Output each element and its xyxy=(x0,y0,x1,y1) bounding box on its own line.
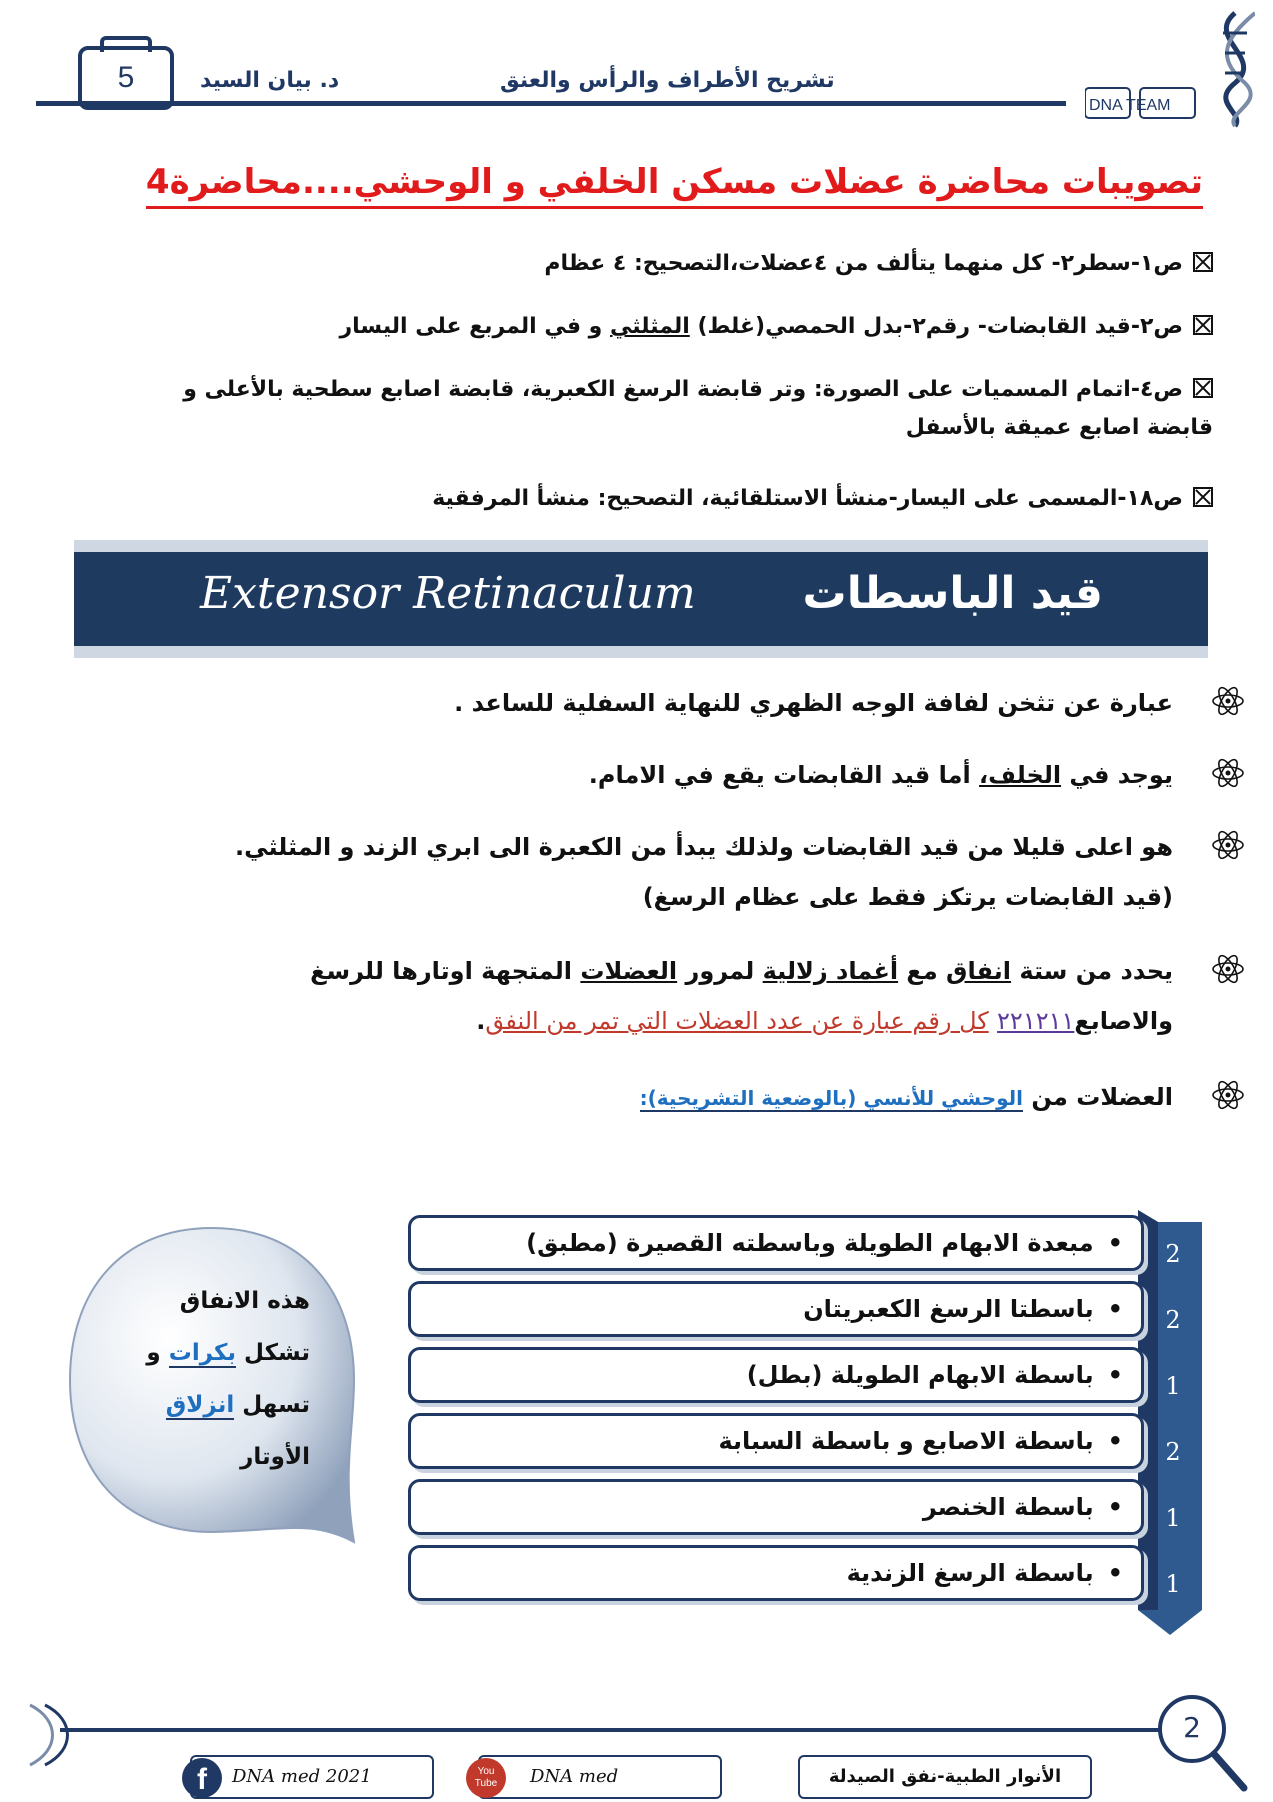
checkbox-icon xyxy=(1193,252,1213,272)
tunnel-count: 1 xyxy=(1165,1372,1181,1400)
footer-rule xyxy=(60,1728,1160,1732)
note-bubble-text: هذه الانفاق تشكل بكرات و تسهل انزلاق الأوتار xyxy=(146,1288,310,1470)
atom-icon xyxy=(1211,952,1245,986)
bullet-position: هو اعلى قليلا من قيد القابضات ولذلك يبدأ من الكعبرة الى ابري الزند و المثلثي. (قيد القابضات يرتكز فقط على عظام الرسغ) xyxy=(235,833,1173,911)
tunnel-count: 2 xyxy=(1165,1438,1181,1466)
tunnel-muscle: • باسطة الرسغ الزندية xyxy=(847,1548,1123,1598)
correction-item: ص١-سطر٢- كل منهما يتألف من ٤عضلات،التصحيح: ٤ عظام xyxy=(113,245,1213,283)
footer-ornament-icon xyxy=(20,1700,80,1770)
atom-icon xyxy=(1211,1078,1245,1112)
banner-english: Extensor Retinaculum xyxy=(200,568,696,619)
tunnel-count: 2 xyxy=(1165,1306,1181,1334)
library-label: الأنوار الطبية-نفق الصيدلة xyxy=(798,1755,1092,1799)
checkbox-icon xyxy=(1193,378,1213,398)
bullet-order: العضلات من الوحشي للأنسي (بالوضعية التشريحية): xyxy=(639,1083,1173,1111)
facebook-icon: f xyxy=(182,1758,222,1798)
atom-icon xyxy=(1211,684,1245,718)
bullet-tunnels: يحدد من ستة انفاق مع أغماد زلالية لمرور العضلات المتجهة اوتارها للرسغ والاصابع٢٢١٢١١ كل رقم عبارة عن عدد العضلات التي تمر من النفق. xyxy=(310,957,1173,1035)
tunnel-count: 1 xyxy=(1165,1504,1181,1532)
banner-arabic: قيد الباسطات xyxy=(802,568,1103,619)
tunnel-muscle: • باسطة الخنصر xyxy=(923,1482,1123,1532)
dna-team-logo xyxy=(1085,8,1255,128)
correction-item: ص٢-قيد القابضات- رقم٢-بدل الحمصي(غلط) المثلثي و في المربع على اليسار xyxy=(113,308,1213,346)
tunnel-count: 2 xyxy=(1165,1240,1181,1268)
tunnel-muscle: • باسطة الابهام الطويلة (بطل) xyxy=(747,1350,1123,1400)
checkbox-icon xyxy=(1193,487,1213,507)
tunnel-muscle: • مبعدة الابهام الطويلة وباسطته القصيرة (مطبق) xyxy=(526,1218,1123,1268)
bullet-location: يوجد في الخلف، أما قيد القابضات يقع في الامام. xyxy=(588,761,1173,789)
tunnel-muscle: • باسطة الاصابع و باسطة السبابة xyxy=(718,1416,1123,1466)
correction-item: ص١٨-المسمى على اليسار-منشأ الاستلقائية، التصحيح: منشأ المرفقية xyxy=(113,480,1213,518)
atom-icon xyxy=(1211,828,1245,862)
checkbox-icon xyxy=(1193,315,1213,335)
youtube-icon: You Tube xyxy=(466,1758,506,1798)
tunnel-muscle: • باسطتا الرسغ الكعبريتان xyxy=(803,1284,1123,1334)
tunnel-count: 1 xyxy=(1165,1570,1181,1598)
course-title: تشريح الأطراف والرأس والعنق xyxy=(500,68,835,93)
logo-text: DNA TEAM xyxy=(1089,97,1171,114)
header-rule xyxy=(36,101,1066,106)
footer-page-number: 2 xyxy=(1158,1695,1226,1763)
bullet-definition: عبارة عن تثخن لفافة الوجه الظهري للنهاية السفلية للساعد . xyxy=(454,689,1173,717)
youtube-link[interactable]: DNA med xyxy=(478,1755,722,1799)
facebook-link[interactable]: DNA med 2021 xyxy=(190,1755,434,1799)
page-number: 5 xyxy=(78,46,174,110)
correction-item: ص٤-اتمام المسميات على الصورة: وتر قابضة الرسغ الكعبرية، قابضة اصابع سطحية بالأعلى و قابضة اصابع عميقة بالأسفل xyxy=(183,377,1213,440)
doctor-name: د. بيان السيد xyxy=(200,68,340,93)
corrections-title: تصويبات محاضرة عضلات مسكن الخلفي و الوحشي....محاضرة4 xyxy=(146,160,1203,209)
magnifier-handle-icon xyxy=(1210,1750,1250,1794)
atom-icon xyxy=(1211,756,1245,790)
